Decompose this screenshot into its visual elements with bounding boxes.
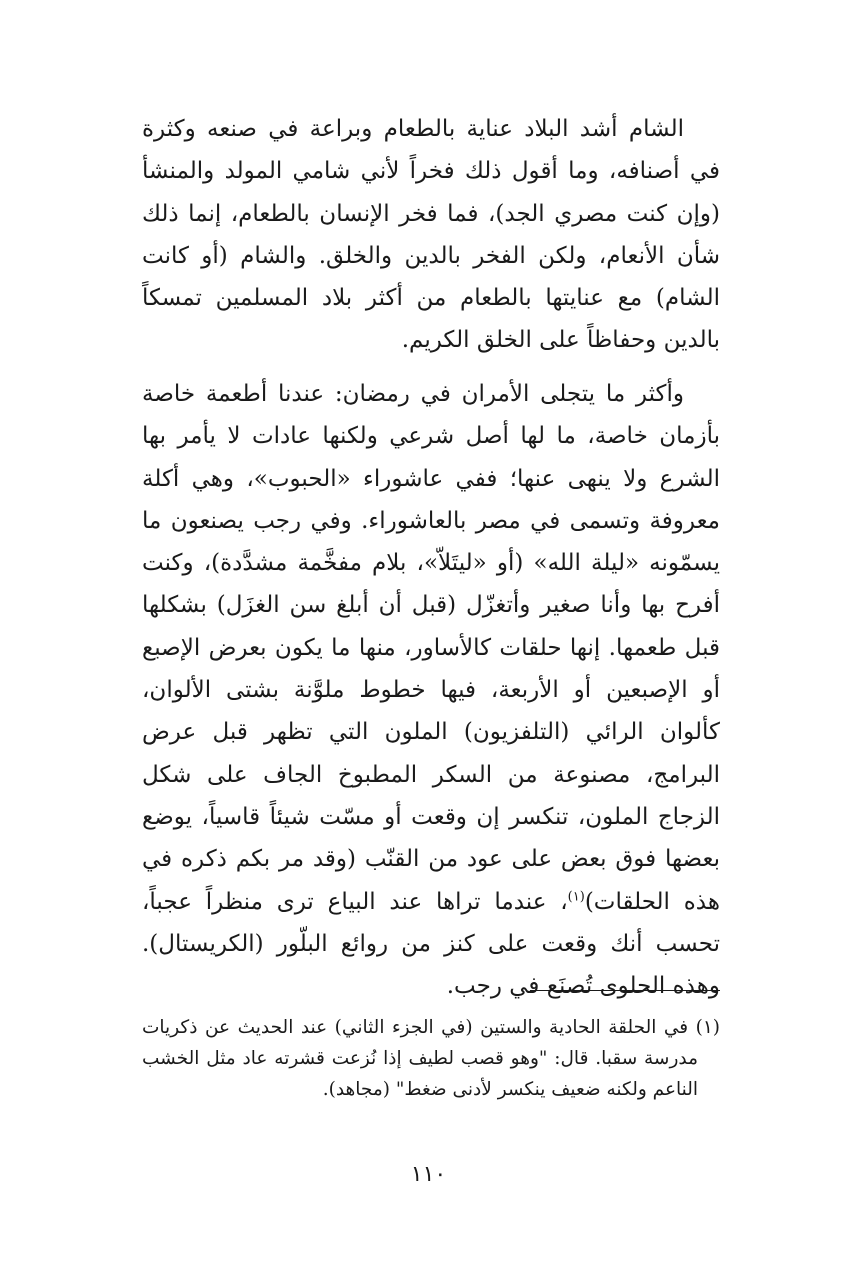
- paragraph-2-text-b: ، عندما تراها عند البياع ترى منظراً عجباً، تحسب أنك وقعت على كنز من روائع البلّور (الكريستال). وهذه الحلوى تُصنَع في رجب.: [142, 888, 720, 1000]
- footnote-divider: [530, 990, 720, 991]
- footnote-reference[interactable]: (١): [567, 888, 585, 904]
- page-number: ١١٠: [410, 1162, 447, 1187]
- paragraph-1: [142, 108, 720, 362]
- paragraph-2: [142, 373, 720, 1007]
- paragraph-1-text: الشام أشد البلاد عناية بالطعام وبراعة في صنعه وكثرة في أصنافه، وما أقول ذلك فخراً لأني شامي المولد والمنشأ (وإن كنت مصري الجد)، فما فخر الإنسان بالطعام، إنما ذلك شأن الأنعام، ولكن الفخر بالدين والخلق. والشام (أو كانت الشام) مع عنايتها بالطعام من أكثر بلاد المسلمين تمسكاً بالدين وحفاظاً على الخلق الكريم.: [142, 116, 720, 354]
- footnote: (١) في الحلقة الحادية والستين (في الجزء الثاني) عند الحديث عن ذكريات مدرسة سقبا. قال: "وهو قصب لطيف إذا نُزعت قشرته عاد مثل الخشب الناعم ولكنه ضعيف ينكسر لأدنى ضغط" (مجاهد).: [142, 1017, 720, 1100]
- paragraph-2-text-a: وأكثر ما يتجلى الأمران في رمضان: عندنا أطعمة خاصة بأزمان خاصة، ما لها أصل شرعي ولكنها عادات لا يأمر بها الشرع ولا ينهى عنها؛ ففي عاشوراء «الحبوب»، وهي أكلة معروفة وتسمى في مصر بالعاشوراء. وفي رجب يصنعون ما يسمّونه «ليلة الله» (أو «ليتَلاّ»، بلام مفخَّمة مشدَّدة)، وكنت أفرح بها وأنا صغير وأتغزّل (قبل أن أبلغ سن الغزَل) بشكلها قبل طعمها. إنها حلقات كالأساور، منها ما يكون بعرض الإصبع أو الإصبعين أو الأربعة، فيها خطوط ملوَّنة بشتى الألوان، كألوان الرائي (التلفزيون) الملون التي تظهر قبل عرض البرامج، مصنوعة من السكر المطبوخ الجاف على شكل الزجاج الملون، تنكسر إن وقعت أو مسّت شيئاً قاسياً، يوضع بعضها فوق بعض على عود من القنّب (وقد مر بكم ذكره في هذه الحلقات): [142, 381, 720, 915]
